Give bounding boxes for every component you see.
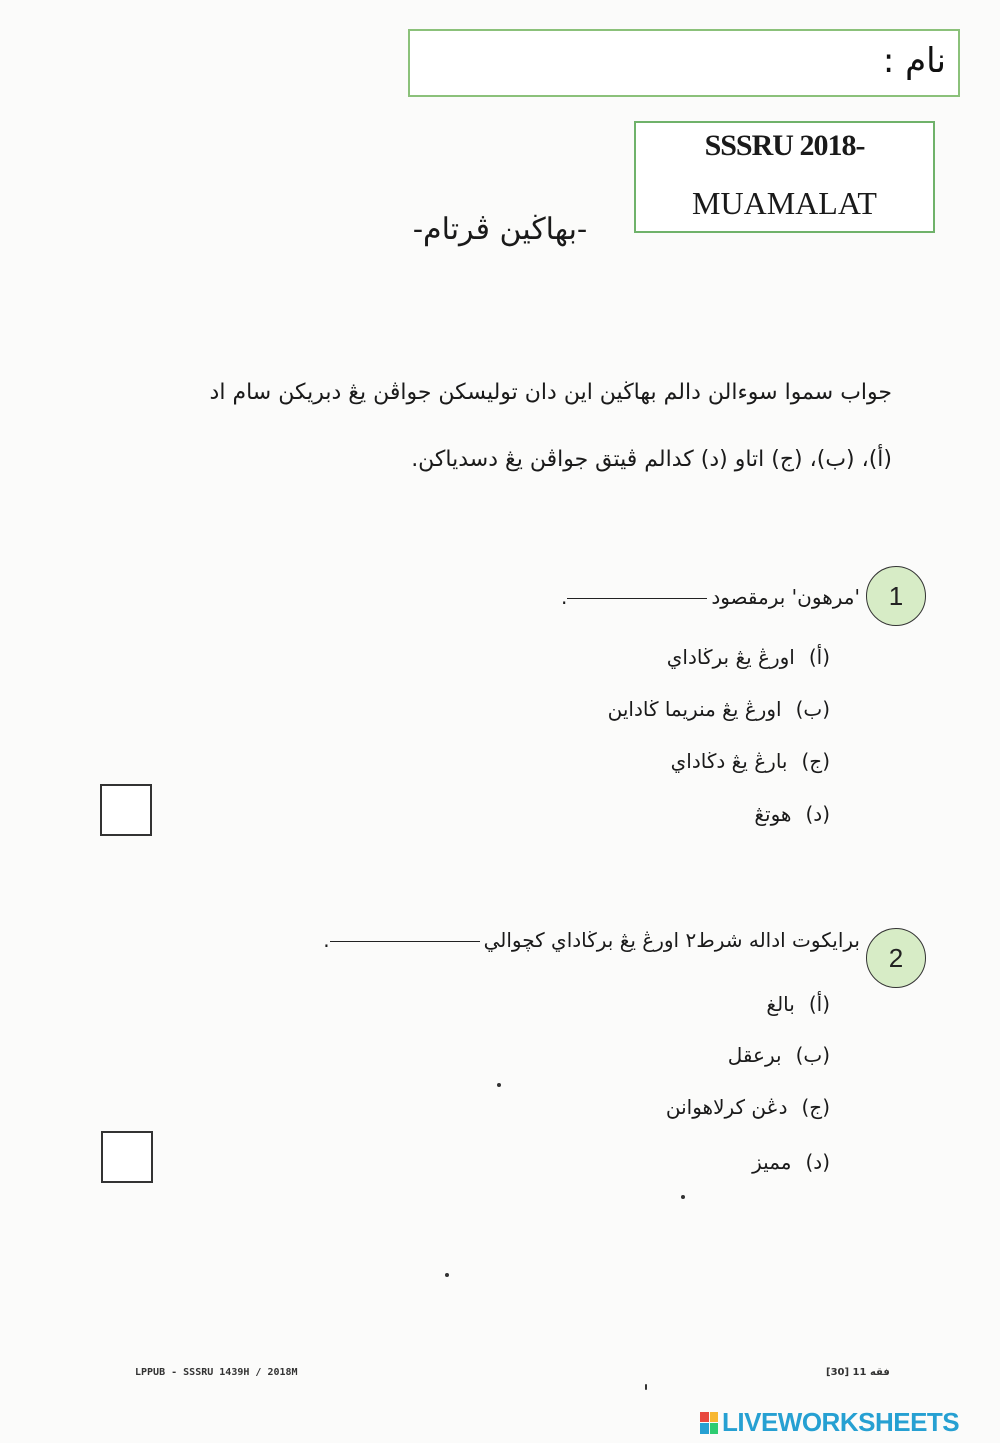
name-label: نام : (882, 41, 946, 81)
question-stem: برايکوت اداله شرط٢ اورڠ يڠ برڬاداي کچوالي. (323, 928, 860, 952)
option-letter: (ج) (801, 1095, 830, 1119)
option-item (752, 1150, 830, 1174)
liveworksheets-logo-icon (700, 1412, 718, 1434)
brand-name: LIVEWORKSHEETS (722, 1407, 960, 1437)
question-number-badge: 2 (866, 928, 926, 988)
option-letter: (أ) (808, 992, 830, 1016)
liveworksheets-brand[interactable] (700, 1407, 959, 1438)
instructions-line-1: جواب سموا سوءالن دالم بهاڬين اين دان توليسکن جواڤن يڠ دبريکن سام اد (209, 380, 892, 405)
option-text: برعقل (727, 1043, 782, 1067)
exam-subject: MUAMALAT (692, 185, 877, 221)
option-item (667, 645, 830, 669)
exam-code: SSSRU 2018- (704, 129, 865, 162)
option-letter: (ج) (801, 749, 830, 773)
option-letter: (د) (805, 1150, 830, 1174)
option-text: بالغ (766, 992, 795, 1016)
option-letter: (د) (805, 802, 830, 826)
option-letter: (أ) (808, 645, 830, 669)
footer-exam-code: LPPUB - SSSRU 1439H / 2018M (135, 1367, 298, 1378)
answer-blank-line (330, 941, 480, 942)
option-text: بارڠ يڠ دڬاداي (670, 749, 788, 773)
answer-box-q1[interactable] (100, 784, 152, 836)
option-text: مميز (752, 1150, 792, 1174)
scan-speck (681, 1195, 685, 1199)
option-letter: (ب) (795, 697, 830, 721)
option-item (728, 1043, 830, 1067)
exam-code-box (634, 121, 935, 233)
question-stem-text: برايکوت اداله شرط٢ اورڠ يڠ برڬاداي کچوالي (483, 928, 860, 952)
option-item (766, 992, 830, 1016)
scan-speck (645, 1384, 647, 1390)
question-number-badge: 1 (866, 566, 926, 626)
option-text: اورڠ يڠ برڬاداي (666, 645, 795, 669)
answer-box-q2[interactable] (101, 1131, 153, 1183)
option-item (754, 802, 830, 826)
option-text: اورڠ يڠ منريما ڬاداين (607, 697, 782, 721)
footer-page-ref: [30] فقه 11 (826, 1367, 890, 1378)
answer-blank-line (567, 598, 707, 599)
question-stem: 'مرهون' برمقصود. (560, 585, 860, 609)
option-item (608, 697, 830, 721)
scan-speck (445, 1273, 449, 1277)
option-text: دڠن کرلاهوانن (665, 1095, 788, 1119)
scan-speck (497, 1083, 501, 1087)
name-field[interactable] (408, 29, 960, 97)
instructions-line-2: (أ)، (ب)، (ج) اتاو (د) کدالم ڤيتق جواڤن يڠ دسدياکن. (411, 447, 892, 472)
question-stem-text: 'مرهون' برمقصود (711, 585, 860, 609)
section-title: -بهاڬين ڤرتام- (412, 212, 588, 247)
option-item (671, 749, 830, 773)
option-item (666, 1095, 830, 1119)
option-text: هوتڠ (754, 802, 792, 826)
option-letter: (ب) (795, 1043, 830, 1067)
